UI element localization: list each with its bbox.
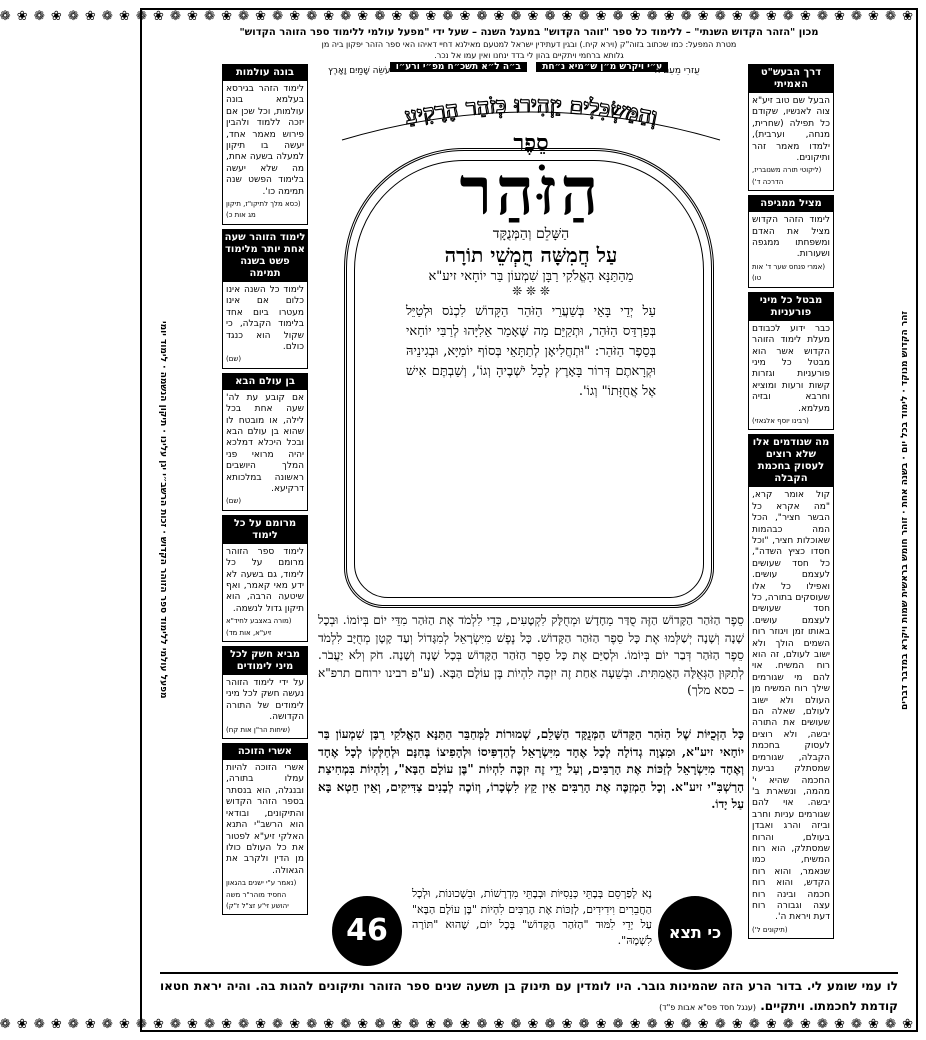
left-box-2-source: (שם) xyxy=(226,355,242,364)
left-box-4 xyxy=(222,515,308,642)
left-box-6-title: אשרי הזוכה xyxy=(223,744,307,760)
left-box-3-source: (שם) xyxy=(226,497,242,506)
right-box-3-source: (רבינו יוסף אלגאזי) xyxy=(752,416,809,425)
left-box-6-text: אשרי הזוכה להיות עמלו בתורה, ובנגלה, הוא בנסתר בספר הזהר הקדוש והתיקונים, ובודאי הוא הרשב"י התנא האלקי זיע"א לפטור את כל העולם כולו מן הדין ולקרב את הגאולה. xyxy=(226,763,304,876)
left-box-2 xyxy=(222,229,308,369)
left-box-3 xyxy=(222,373,308,511)
subtitle-five-books: עַל חֲמִשָּׁה חֻמְשֵׁי תוֹרָה xyxy=(444,243,618,267)
subtitle-author: מֵהַתַּנָּא הָאֱלֹקִי רַבָּן שִׁמְעוֹן בַּר יוֹחָאי זיע"א xyxy=(428,269,634,284)
left-box-5 xyxy=(222,646,308,739)
left-box-4-source: (מורה באצבע לחיד"א זיע"א, אות מד) xyxy=(226,617,292,637)
top-verse-left: עֹשֵׂה שָׁמַיִם וָאָרֶץ xyxy=(328,66,391,76)
right-box-3 xyxy=(748,292,834,431)
side-strip-left: מפעל עולמי ללימוד ספר הזוהר הקדוש · זכות הרשב״י יגן עלינו · תיקון הנשמה · לימוד יומי xyxy=(158,321,168,699)
footer-source: (ענגל חסד פס"א אבות פ"ד) xyxy=(659,1003,757,1012)
left-box-1-title: בונה עולמות xyxy=(223,65,307,81)
main-title-block xyxy=(318,130,744,402)
left-column xyxy=(222,64,308,919)
left-box-3-text: אם קובע עת לה' שעה אחת בכל לילה, או מובטח לו שהוא בן עולם הבא ובכל היכלא דמלכא יהיה מרואי פני המלך היושבים ראשונה במלכותא דרקיעא. xyxy=(226,392,304,494)
left-box-3-title: בן עולם הבא xyxy=(223,374,307,390)
right-box-4 xyxy=(748,434,834,939)
left-box-4-title: מרומם על כל לימוד xyxy=(223,516,307,544)
body-paragraph-2: כָּל הַזְּכֻיּוֹת שֶׁל הַזֹּהַר הַקָּדוֹשׁ הַמְּנֻקָּד הַשָּׁלֵם, שְׁמוּרוֹת לַמְּחַבֵּר הַתַּנָּא הָאֱלֹקִי רַבָּן שִׁמְעוֹן בַּר יוֹחָאי זיע"א, וּמִצְוָה גְדוֹלָה לְכָל אֶחָד מִיִּשְׂרָאֵל לְהַדְפִּיסוֹ וּלְהָפִיצוֹ בְּחִנָּם וּלְחַלְּקוֹ לְכָל אֶחָד וְאֶחָד מִיִּשְׂרָאֵל לְזַכּוֹת אֶת הָרַבִּים, וְעַל יְדֵי זֶה יִזְכֶּה לִהְיוֹת "בֶּן עוֹלָם הַבָּא", וְלִהְיוֹת בִּמְחִיצַת הָרַשְׁבִּ"י זיע"א. וְכָל הַמְזַכֶּה אֶת הָרַבִּים אֵין קֵץ לִשְׂכָרוֹ, וְזוֹכֶה לְבָנִים צַדִּיקִים, וְאֵין חֵטְא בָּא עַל יָדוֹ. xyxy=(318,727,744,812)
top-verse-right: עֻזרִי מֵעִם ה' xyxy=(652,66,700,76)
right-box-1 xyxy=(748,64,834,191)
left-box-2-text: לימוד כל השנה אינו כלום אם אינו מעטרו ביום אחד בלימוד הקבלה, כי שקול הוא כנגד כולם. xyxy=(226,284,304,352)
header-line-1: מכון "הזהר הקדוש השנתי" – ללימוד כל ספר "זוהר הקדוש" במעגל השנה – שעל ידי "מפעל עולמי ללימוד ספר הזוהר הקדוש" xyxy=(239,27,819,38)
right-box-1-title: דרך הבעש"ט האמיתי xyxy=(749,65,833,93)
left-box-6 xyxy=(222,743,308,915)
footer-text: לו עמי שומע לי. בדור הרע הזה שהמינות גובר. היו לומדין עם תינוק בן תשעה שנים ספר הזוהר ותיקונים להגות בה. והיה יראת חטאו קודמת לחכמתו. ויתקיים. xyxy=(160,979,898,1013)
ornament-border-bottom: ❀ ❁ ❀ ❁ ❀ ❁ ❀ ❁ ❀ ❁ ❀ ❁ ❀ ❁ ❀ ❁ ❀ ❁ ❀ ❁ ❀ ❁ ❀ ❁ ❀ ❁ ❀ ❁ ❀ ❁ ❀ ❁ ❀ ❁ ❀ ❁ ❀ ❁ ❀ ❁ ❀ ❁ ❀ ❁ ❀ ❁ ❀ ❁ ❀ ❁ ❀ ❁ ❀ ❁ xyxy=(0,1017,914,1032)
header-line-3: גלותא ברחמי ויתקיים בהון לי בדד ינחנו ואין עמו אל נכר. xyxy=(434,51,624,60)
parsha-badge: כי תצא xyxy=(658,896,732,970)
body-paragraph-3: נָא לְפַרְסֵם בְּבָתֵּי כְּנֵסִיּוֹת וּבְבָתֵּי מִדְרָשׁוֹת, וּבִשְׁכוּנוֹת, וּלְכָל הַחֲבֵרִים וִידִידִים, לְזַכּוֹת אֶת הָרַבִּים לִהְיוֹת "בֶּן עוֹלָם הַבָּא" עַל יְדֵי לִמּוּד "הַזֹּהַר הַקָּדוֹשׁ" בְּכָל יוֹם, שֶׁהוּא "תּוֹרָה לִשְׁמָהּ". xyxy=(412,887,652,947)
left-box-1-source: (כסא מלך לתיקו"ז, תיקון מג אות כ) xyxy=(226,200,301,220)
left-box-6-source: (נאמר ע"י ישנים בהגאון החסיד מוהר"ר משה יהושע זי"ע זצ"ל ז"ק) xyxy=(226,879,297,910)
ornament-dots: ❊ ❊ ❊ xyxy=(512,284,550,298)
right-box-2-title: מציל ממגיפה xyxy=(749,196,833,212)
side-strip-right: זהר הקדוש מנוקד · לימוד בכל יום · בשנה אחת · זוהר חומש בראשית שמות ויקרא במדבר דברים xyxy=(900,310,910,710)
ornament-border-top: ❀ ❁ ❀ ❁ ❀ ❁ ❀ ❁ ❀ ❁ ❀ ❁ ❀ ❁ ❀ ❁ ❀ ❁ ❀ ❁ ❀ ❁ ❀ ❁ ❀ ❁ ❀ ❁ ❀ ❁ ❀ ❁ ❀ ❁ ❀ ❁ ❀ ❁ ❀ ❁ ❀ ❁ ❀ ❁ ❀ ❁ ❀ ❁ ❀ ❁ ❀ ❁ ❀ ❁ xyxy=(0,9,914,24)
left-box-5-text: על ידי לימוד הזוהר נעשה חשק לכל מיני לימודים של התורה הקדושה. xyxy=(226,678,304,723)
title-zohar: הַזֹּהַר xyxy=(459,152,603,230)
right-box-3-title: מבטל כל מיני פורעניות xyxy=(749,293,833,321)
right-box-3-text: כבר ידוע לכבודם מעלת לימוד הזוהר הקדוש אשר הוא מבטל כל מיני פורעניות וגזרות קשות ורעות ומוציא וחרבא ובזיה מעלמא. xyxy=(752,323,830,414)
right-column xyxy=(748,64,834,943)
right-box-1-text: הבעל שם טוב זיע"א צוה לאנשיו, שקודם כל תפילה (שחרית, מנחה, וערבית), ילמדו מאמר זהר ותיקונים. xyxy=(752,96,830,164)
intro-paragraph: עַל יְדֵי בָּאֵי בְּשַׁעֲרֵי הַזֹּהַר הַקָּדוֹשׁ לִכְנֹס וּלְטַיֵּל בְּפַרְדֵּס הַזֹּהַר, וּתְקַיֵּם מַה שֶּׁאָמַר אֵלִיָּהוּ לְרַבִּי יוֹחַאי בְּסֵפֶר הַזֹּהַר: "וּתְחֲלִיאָן לְתַתָּאֵי בְּסוֹף יוֹמַיָּא, וּבְגִינֵיהּ וּקְרָאתֶם דְּרוֹר בָּאָרֶץ לְכָל יֹשְׁבֶיהָ וְגוֹ', וְשַׁבְתֶּם אִישׁ אֶל אֲחֻזָּתוֹ" וְגוֹ'. xyxy=(406,304,656,399)
right-box-4-title: מה שנודמים אלו שלא רוצים לעסוק בחכמת הקבלה xyxy=(749,435,833,487)
left-box-5-source: (שיחות הר"ן אות קח) xyxy=(226,725,291,734)
header-line-2: מטרת המפעל: כמו שכתוב בזוה"ק (וירא קיח.) ובגין דעתידין ישראל למטעם מאילנא דחיי דאיהו האי ספר הזהר יפקון ביה מן xyxy=(321,40,737,49)
right-box-4-source: (תיקונים ל') xyxy=(752,925,788,934)
left-box-1-text: לימוד הזהר בגירסא בעלמא בונה עולמות, וכל שכן אם יזכה ללמוד ולהבין פירוש מאמר אחד, יעשה בו תיקון למעלה בשעה אחת, מה שלא יעשה בלימוד הפשט שנה תמימה כו'. xyxy=(226,84,304,197)
title-sefer: סֵפֶר xyxy=(513,130,549,156)
header-date-left: ב״ה ל״א תשכ״ח מפ״י ורע״ו xyxy=(390,62,527,72)
right-box-2-text: לימוד הזהר הקדוש מציל את האדם ומשפחתו ממגפה ושעורות. xyxy=(752,215,830,260)
left-box-1 xyxy=(222,64,308,225)
subtitle-complete: הַשָּׁלֵם וְהַמְּנֻקָּד xyxy=(492,226,570,242)
arch-text: וְהַמַּשְׂכִּלִים יַזְהִירוּ כְּזֹהַר הָרָקִיעַ xyxy=(402,92,660,131)
left-box-4-text: לימוד ספר הזוהר מרומם על כל לימוד, גם בשעה לא ידע מאי קאמר, ואף שיטעה הרבה, הוא תיקון גדול לנשמה. xyxy=(226,546,304,614)
right-box-2 xyxy=(748,195,834,287)
left-box-5-title: מביא חשק לכל מיני לימודים xyxy=(223,647,307,675)
body-paragraph-1: סֵפֶר הַזֹּהַר הַקָּדוֹשׁ הַזֶּה סֻדַּר מֵחָדָשׁ וּמְחֻלָּק לִקְטָעִים, כְּדֵי לִלְמֹד אֶת הַזֹּהַר מִדֵּי יוֹם בְּיוֹמוֹ. וּבְכָל שָׁנָה וְשָׁנָה יְשַׁלְּמוּ אֶת כָּל סֵפֶר הַזֹּהַר הַקָּדוֹשׁ. כָּל נֶפֶשׁ מִיִּשְׂרָאֵל לְמִגָּדוֹל וְעַד קָטָן מְחֻיָּב לִלְמֹד סֵפֶר הַזֹּהַר דְּבַר יוֹם בְּיוֹמוֹ. וּלְסַיֵּם אֶת כָּל סֵפֶר הַזֹּהַר הַקָּדוֹשׁ בְּכָל שָׁנָה וְשָׁנָה. חֹק וְלֹא יַעֲבֹר. לְתִקּוּן הַגְּאֻלָּה הָאֲמִתִּית. וּבְשֵׁעָה אַחַת זֶה יִזְכֶּה לִהְיוֹת בֶּן עוֹלָם הַבָּא. (ע"פ רבינו ירוחם תרפ"א – כסא מלך) xyxy=(318,613,744,698)
page-number-badge: 46 xyxy=(332,896,402,966)
header-date-box: ע״י ויקרש מ״ן ש״מיא נ״חת xyxy=(536,62,668,72)
right-box-1-source: (ליקוטי תורה משנובריז, הדרכה ד') xyxy=(752,166,822,186)
right-box-2-source: (אמרי פנחס שער ד' אות טו) xyxy=(752,262,826,283)
footer-quote xyxy=(160,972,898,1020)
left-box-2-title: לימוד הזוהר שעה אחת יותר מלימוד פשט בשנה תמימה xyxy=(223,230,307,282)
right-box-4-text: קול אומר קרא, "מה אקרא כל הבשר חציר", הכל המה כבהמות שאוכלות חציר, "וכל חסדו כציץ השדה", כל חסד שעושים לעצמם עושים. ואפילו כל אלו שעוסקים בתורה, כל חסד שעושים לעצמם עושים. באותו זמן ויגוזר רוח השמים הולך ולא ישוב לעולם, זה הוא רוח המשיח. אוי להם מי שגורמים שילך רוח המשיח מן העולם ולא ישוב לעולם, שאלה הם שעושים את התורה יבשה, ולא רוצים לעסוק בחכמת הקבלה, שגורמים שמסתלק נביעת החכמה שהיא י' מהמה, ונשארת ב' יבשה. אוי להם שגורמים עניות וחרב וביזה והרג ואבדן בעולם, והרוח שמסתלק, הוא רוח המשיח, כמו שנאמר, והוא רוח הקדש, והוא רוח חכמה ובינה רוח עצה וגבורה רוח דעת ויראת ה'. xyxy=(752,490,830,923)
